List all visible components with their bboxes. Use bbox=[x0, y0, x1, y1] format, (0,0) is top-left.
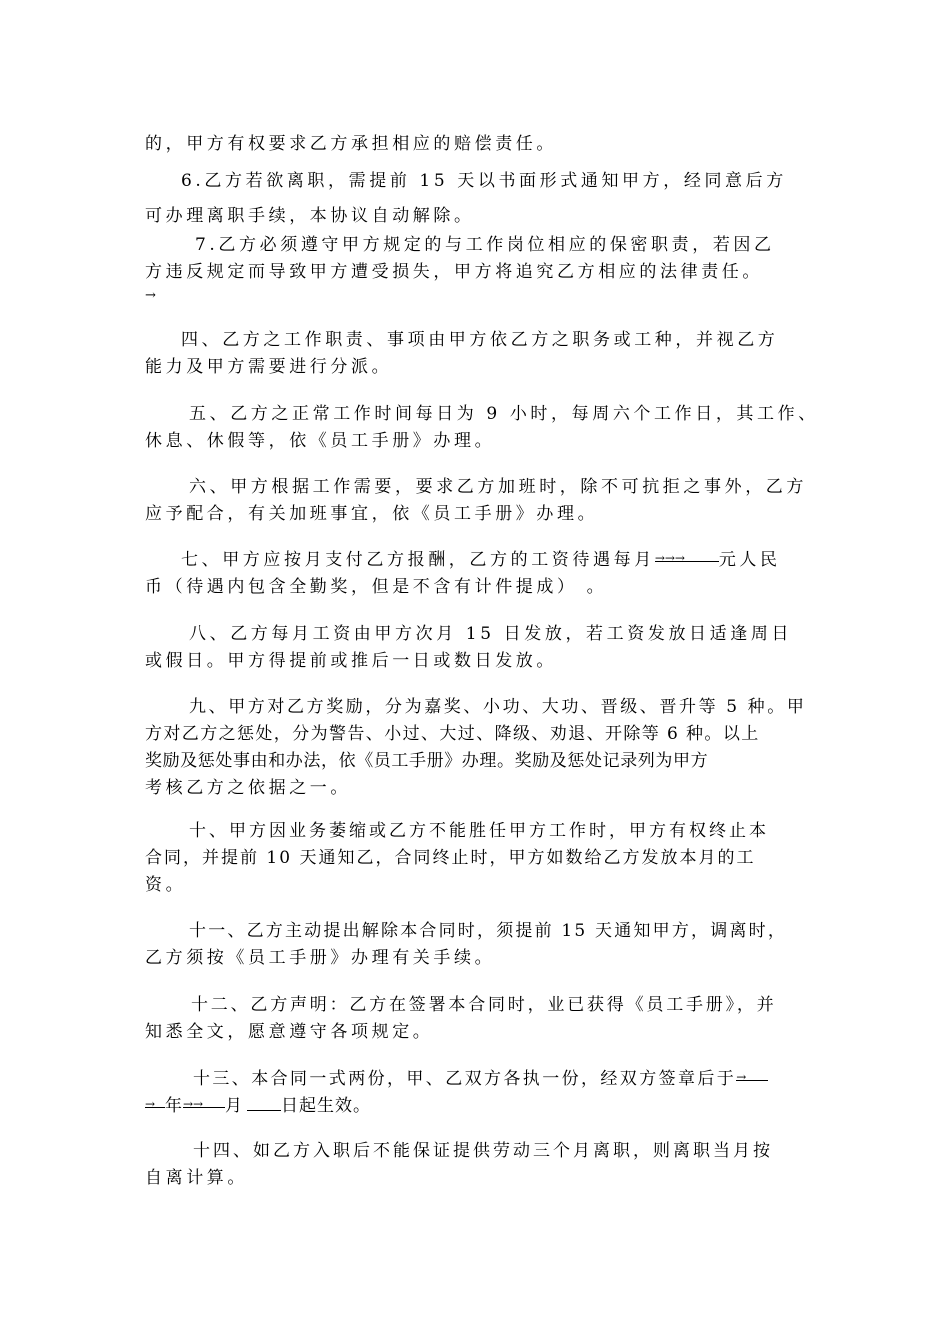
section-7-line-1-text: 七、甲方应按月支付乙方报酬，乙方的工资待遇每月 bbox=[181, 550, 655, 570]
section-5-line-2: 休息、休假等，依《员工手册》办理。 bbox=[145, 431, 496, 451]
salary-amount-blank bbox=[654, 547, 719, 565]
clause-7-line-1: 7.乙方必须遵守甲方规定的与工作岗位相应的保密职责，若因乙 bbox=[195, 235, 775, 255]
section-14-line-1: 十四、如乙方入职后不能保证提供劳动三个月离职，则离职当月按 bbox=[193, 1141, 773, 1161]
clause-6-line-1: 6.乙方若欲离职，需提前 15 天以书面形式通知甲方，经同意后方 bbox=[181, 171, 787, 191]
section-5 bbox=[145, 401, 819, 455]
section-8-line-1: 八、乙方每月工资由甲方次月 15 日发放，若工资发放日适逢周日 bbox=[189, 624, 793, 644]
section-6 bbox=[145, 474, 810, 528]
clause-6-line-2: 可办理离职手续，本协议自动解除。 bbox=[145, 206, 475, 226]
section-9 bbox=[145, 694, 810, 802]
section-12 bbox=[145, 992, 810, 1046]
month-label: 月 bbox=[225, 1096, 243, 1116]
section-14 bbox=[145, 1138, 810, 1192]
section-12-line-1: 十二、乙方声明：乙方在签署本合同时，业已获得《员工手册》，并 bbox=[191, 995, 777, 1015]
section-4 bbox=[145, 327, 810, 381]
effective-date-blank-1-marks: → bbox=[736, 1070, 747, 1084]
section-8 bbox=[145, 621, 810, 675]
section-10-line-1: 十、甲方因业务萎缩或乙方不能胜任甲方工作时，甲方有权终止本 bbox=[189, 821, 769, 841]
section-9-line-4: 考核乙方之依据之一。 bbox=[145, 778, 351, 798]
section-5-line-1: 五、乙方之正常工作时间每日为 9 小时，每周六个工作日，其工作、 bbox=[189, 404, 819, 424]
clause-7-paragraph-marker: → bbox=[145, 288, 160, 303]
section-13-line-2 bbox=[145, 1093, 810, 1120]
section-7-line-2: 币（待遇内包含全勤奖，但是不含有计件提成） 。 bbox=[145, 577, 608, 597]
section-12-line-2: 知悉全文，愿意遵守各项规定。 bbox=[145, 1022, 434, 1042]
clause-6 bbox=[145, 168, 810, 230]
section-11-line-2: 乙方须按《员工手册》办理有关手续。 bbox=[145, 948, 496, 968]
paragraph-0 bbox=[145, 131, 810, 158]
section-10 bbox=[145, 818, 810, 899]
day-blank bbox=[247, 1096, 281, 1111]
section-13 bbox=[145, 1066, 810, 1120]
section-7-line-1-tail: 元人民 bbox=[718, 550, 781, 570]
section-13-line-1-text: 十三、本合同一式两份，甲、乙双方各执一份，经双方签章后于 bbox=[193, 1069, 737, 1089]
year-blank bbox=[145, 1093, 165, 1111]
section-14-line-2: 自离计算。 bbox=[145, 1168, 248, 1188]
section-4-line-2: 能力及甲方需要进行分派。 bbox=[145, 357, 393, 377]
section-9-line-1: 九、甲方对乙方奖励，分为嘉奖、小功、大功、晋级、晋升等 5 种。甲 bbox=[189, 697, 807, 717]
section-11-line-1: 十一、乙方主动提出解除本合同时，须提前 15 天通知甲方，调离时， bbox=[189, 921, 788, 941]
clause-7-line-2: 方违反规定而导致甲方遭受损失，甲方将追究乙方相应的法律责任。 bbox=[145, 262, 763, 282]
year-blank-marks: → bbox=[145, 1097, 156, 1111]
day-label: 日起生效。 bbox=[281, 1096, 371, 1116]
paragraph-0-line-1: 的，甲方有权要求乙方承担相应的赔偿责任。 bbox=[145, 134, 557, 154]
section-13-line-1 bbox=[145, 1066, 810, 1093]
section-10-line-2: 合同，并提前 10 天通知乙，合同终止时，甲方如数给乙方发放本月的工 bbox=[145, 848, 756, 868]
section-6-line-1: 六、甲方根据工作需要，要求乙方加班时，除不可抗拒之事外，乙方 bbox=[189, 477, 807, 497]
month-blank bbox=[183, 1093, 225, 1111]
year-label: 年 bbox=[165, 1096, 183, 1116]
salary-amount-blank-marks: →→→ bbox=[654, 551, 685, 565]
effective-date-blank-1 bbox=[736, 1066, 768, 1084]
clause-7 bbox=[145, 232, 810, 306]
section-9-line-2: 方对乙方之惩处，分为警告、小过、大过、降级、劝退、开除等 6 种。以上 bbox=[145, 724, 760, 744]
section-7 bbox=[145, 547, 810, 601]
section-11 bbox=[145, 918, 810, 972]
section-10-line-3: 资。 bbox=[145, 875, 187, 895]
month-blank-marks: →→ bbox=[183, 1097, 204, 1111]
section-4-line-1: 四、乙方之工作职责、事项由甲方依乙方之职务或工种，并视乙方 bbox=[181, 330, 779, 350]
section-7-line-1 bbox=[145, 547, 810, 574]
section-8-line-2: 或假日。甲方得提前或推后一日或数日发放。 bbox=[145, 651, 557, 671]
section-9-line-3: 奖励及惩处事由和办法，依《员工手册》办理。奖励及惩处记录列为甲方 bbox=[145, 751, 709, 771]
section-6-line-2: 应予配合，有关加班事宜，依《员工手册》办理。 bbox=[145, 504, 599, 524]
